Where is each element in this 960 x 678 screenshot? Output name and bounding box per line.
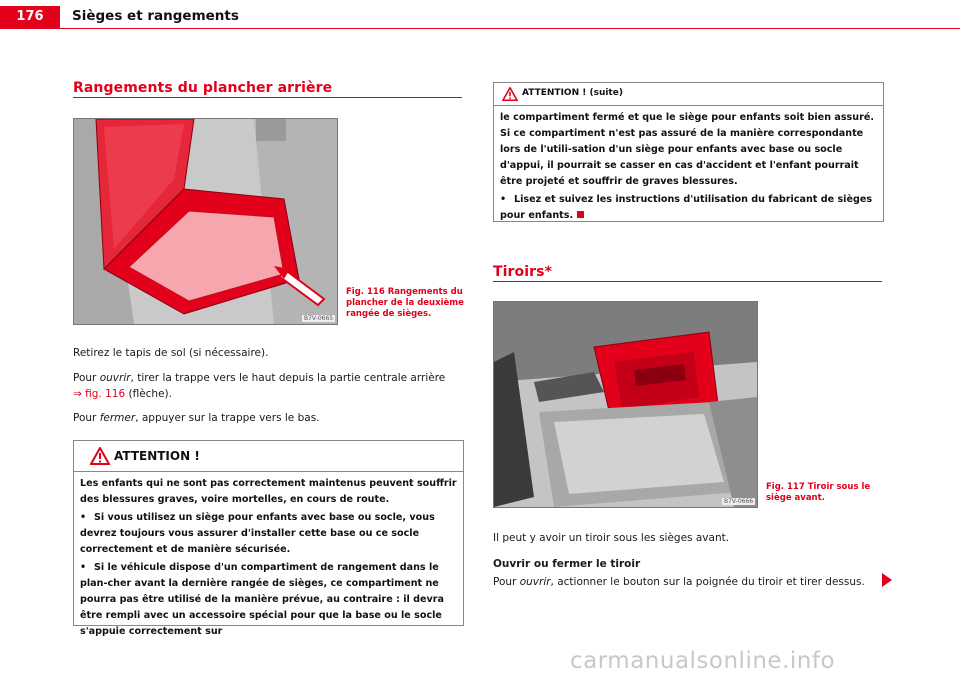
paragraph-open-drawer [493, 574, 883, 590]
text: , appuyer sur la trappe vers le bas. [135, 412, 320, 424]
bullet-text: Lisez et suivez les instructions d'utilisation du fabricant de sièges pour enfants. [500, 194, 873, 221]
page-header [0, 0, 960, 28]
figure-116 [73, 118, 338, 325]
bullet-text: Si le véhicule dispose d'un compartiment de rangement dans le plan-cher avant la dernière rangée de sièges, ce compartiment ne pourra pas être utilisé de la manière prévue, au contraire : il devra être rempli avec un accessoire spécial pour que la base ou le socle s'appuie correctement sur [80, 562, 444, 637]
warning-header [74, 441, 463, 472]
page-title: Sièges et rangements [72, 8, 239, 24]
emphasis-open: ouvrir [99, 372, 131, 384]
section-rule [73, 97, 462, 98]
warning-para: Les enfants qui ne sont pas correctement maintenus peuvent souffrir des blessures graves, voire mortelles, en cours de route. [80, 478, 457, 505]
warning-body [494, 106, 883, 230]
warning-box [73, 440, 464, 637]
image-code: B7V-0665 [304, 315, 334, 322]
text: Pour [73, 372, 100, 384]
paragraph-open [73, 370, 463, 402]
paragraph-close [73, 410, 463, 426]
warning-bullet: • Si vous utilisez un siège pour enfants avec base ou socle, vous devrez toujours vous assurer d'installer cette base ou ce socle correctement et de manière sécurisée. [80, 512, 435, 555]
drawer-illustration [494, 302, 757, 507]
figure-117-caption: Fig. 117 Tiroir sous le siège avant. [766, 482, 871, 503]
floor-storage-illustration [74, 119, 337, 324]
end-marker-icon [577, 211, 584, 218]
paragraph-drawer: Il peut y avoir un tiroir sous les sièges avant. [493, 532, 730, 544]
warning-para: le compartiment fermé et que le siège pour enfants soit bien assuré. Si ce compartiment n'est pas assuré de la manière correspondante lors de l'utili-sation d'un siège pour enfants avec base ou socle d'appui, il pourrait se casser en cas d'accident et l'enfant pourrait être projeté et souffrir de graves blessures. [500, 112, 874, 187]
paragraph-remove-mat: Retirez le tapis de sol (si nécessaire). [73, 347, 269, 359]
figure-117 [493, 301, 758, 508]
figure-116-caption: Fig. 116 Rangements du plancher de la deuxième rangée de sièges. [346, 287, 464, 319]
warning-triangle-icon [90, 447, 110, 465]
section-title-drawers: Tiroirs* [493, 264, 553, 280]
text: , tirer la trappe vers le haut depuis la partie centrale arrière [130, 372, 446, 384]
text: Pour [493, 576, 520, 588]
next-page-arrow-icon[interactable] [882, 573, 892, 587]
fig-116-link[interactable]: ⇒ fig. 116 [73, 388, 126, 400]
subheading-drawer: Ouvrir ou fermer le tiroir [493, 558, 641, 570]
warning-title: ATTENTION ! (suite) [522, 88, 623, 98]
text: Pour [73, 412, 100, 424]
warning-bullet: • Si le véhicule dispose d'un compartiment de rangement dans le plan-cher avant la dernière rangée de sièges, ce compartiment ne pourra pas être utilisé de la manière prévue, au contraire : il devra être rempli avec un accessoire spécial pour que la base ou le socle s'appuie correctement sur [80, 562, 444, 637]
section-rule [493, 281, 882, 282]
page-number: 176 [0, 6, 60, 28]
header-rule [0, 28, 960, 29]
warning-header [494, 83, 883, 106]
warning-box-continued [493, 82, 884, 222]
warning-title: ATTENTION ! [114, 449, 200, 463]
image-code: B7V-0666 [724, 498, 754, 505]
emphasis-close: fermer [99, 412, 136, 424]
text: , actionner le bouton sur la poignée du tiroir et tirer dessus. [550, 576, 865, 588]
emphasis-open: ouvrir [519, 576, 551, 588]
text: (flèche). [125, 388, 172, 400]
warning-bullet: • Lisez et suivez les instructions d'utilisation du fabricant de sièges pour enfants. [500, 194, 873, 221]
section-title-floor-storage: Rangements du plancher arrière [73, 80, 333, 96]
bullet-text: Si vous utilisez un siège pour enfants avec base ou socle, vous devrez toujours vous assurer d'installer cette base ou ce socle correctement et de manière sécurisée. [80, 512, 435, 555]
watermark: carmanualsonline.info [570, 648, 836, 674]
warning-body [74, 472, 463, 646]
warning-triangle-icon [502, 87, 518, 101]
